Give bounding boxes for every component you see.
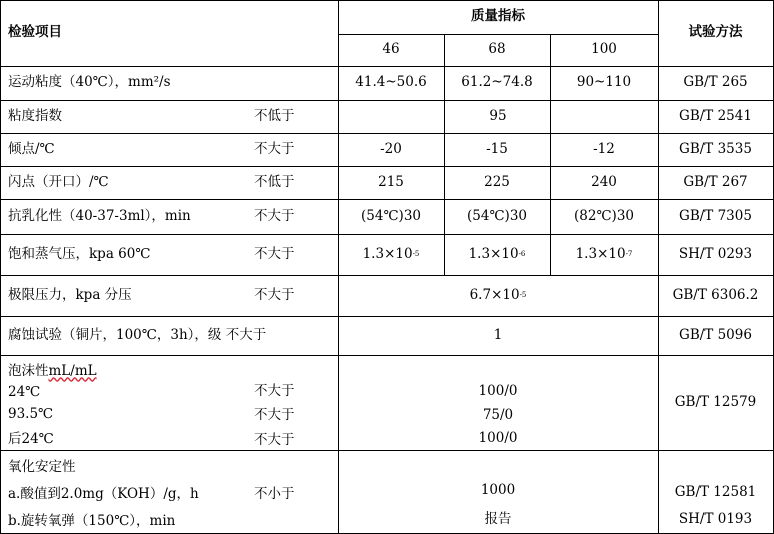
row-flash-v1: 215	[378, 173, 404, 190]
oxidation-methods	[658, 452, 773, 532]
row-vapor-cond: 不大于	[254, 245, 295, 262]
oxidation-a-method: GB/T 12581	[674, 483, 757, 500]
row-vapor-v2: 1.3×10 -6	[468, 245, 526, 262]
oxidation-b-value: 报告	[484, 511, 512, 528]
row-corrosion-method: GB/T 5096	[679, 326, 752, 343]
foam-names	[8, 356, 248, 450]
oxidation-values	[338, 452, 658, 532]
grade-46: 46	[382, 41, 400, 58]
oxidation-title: 氧化安定性	[8, 459, 76, 476]
row-pressure-cond: 不大于	[254, 286, 295, 303]
foam-line-2-name: 93.5℃	[8, 405, 54, 422]
row-demuls-v3: (82℃)30	[574, 207, 634, 224]
row-viscosity-name: 运动粘度（40℃），mm²/s	[8, 74, 171, 91]
row-vapor-v3: 1.3×10 -7	[575, 245, 633, 262]
foam-line-2-value: 75/0	[482, 406, 514, 423]
row-demuls-v2: (54℃)30	[467, 207, 527, 224]
row-viscosity-method: GB/T 265	[683, 74, 748, 91]
grade-68: 68	[488, 41, 506, 58]
row-viscosity-v1: 41.4~50.6	[355, 74, 427, 91]
foam-line-1-cond: 不大于	[254, 382, 295, 399]
row-vi-value: 95	[489, 107, 507, 124]
row-pour-v1: -20	[380, 140, 402, 157]
foam-line-1-value: 100/0	[478, 383, 518, 400]
row-viscosity-v3: 90~110	[576, 74, 632, 91]
row-demuls-name: 抗乳化性（40-37-3ml），min	[8, 207, 191, 224]
row-vi-cond: 不低于	[254, 107, 295, 124]
oxidation-b-name: b.旋转氧弹（150℃），min	[8, 512, 176, 529]
row-vapor-method: SH/T 0293	[678, 245, 753, 262]
foam-line-1-name: 24℃	[8, 384, 41, 401]
row-pour-name: 倾点/℃	[8, 140, 55, 157]
row-flash-name: 闪点（开口）/℃	[8, 173, 109, 190]
oxidation-a-value: 1000	[480, 481, 516, 498]
row-vapor-name: 饱和蒸气压，kpa 60℃	[8, 245, 151, 262]
row-demuls-v1: (54℃)30	[361, 207, 421, 224]
row-demuls-method: GB/T 7305	[679, 207, 752, 224]
oxidation-a-name: a.酸值到2.0mg（KOH）/g，h	[8, 485, 199, 502]
row-flash-v3: 240	[591, 173, 617, 190]
foam-line-3-name: 后24℃	[8, 431, 54, 448]
header-item: 检验项目	[8, 24, 62, 41]
row-flash-method: GB/T 267	[683, 173, 748, 190]
row-pressure-value: 6.7×10 -5	[469, 286, 527, 303]
row-viscosity-v2: 61.2~74.8	[461, 74, 533, 91]
grade-100: 100	[591, 41, 617, 58]
header-quality: 质量指标	[471, 8, 525, 25]
row-vi-name: 粘度指数	[8, 107, 62, 124]
foam-values	[338, 356, 658, 450]
oxidation-b-method: SH/T 0193	[678, 510, 753, 527]
row-pressure-method: GB/T 6306.2	[672, 286, 759, 303]
row-corrosion-value: 1	[493, 326, 503, 343]
oxidation-a-cond: 不小于	[254, 485, 295, 502]
row-flash-v2: 225	[484, 173, 510, 190]
row-pour-v2: -15	[486, 140, 508, 157]
foam-line-2-cond: 不大于	[254, 407, 295, 424]
row-corrosion-name: 腐蚀试验（铜片，100℃，3h），级 不大于	[8, 326, 267, 343]
row-pressure-name: 极限压力，kpa 分压	[8, 286, 132, 303]
row-pour-cond: 不大于	[254, 140, 295, 157]
foam-method: GB/T 12579	[674, 393, 757, 410]
row-vi-method: GB/T 2541	[679, 107, 752, 124]
oxidation-conds	[254, 452, 334, 532]
header-method: 试验方法	[688, 24, 743, 41]
oxidation-names	[8, 452, 253, 532]
foam-line-3-cond: 不大于	[254, 431, 295, 448]
row-vapor-v1: 1.3×10 -5	[362, 245, 420, 262]
row-demuls-cond: 不大于	[254, 207, 295, 224]
row-pour-method: GB/T 3535	[679, 140, 752, 157]
row-pour-v3: -12	[593, 140, 615, 157]
foam-line-3-value: 100/0	[478, 430, 518, 447]
foam-title: 泡沫性mL/mL	[8, 362, 97, 379]
foam-conds	[254, 356, 334, 450]
row-flash-cond: 不低于	[254, 173, 295, 190]
